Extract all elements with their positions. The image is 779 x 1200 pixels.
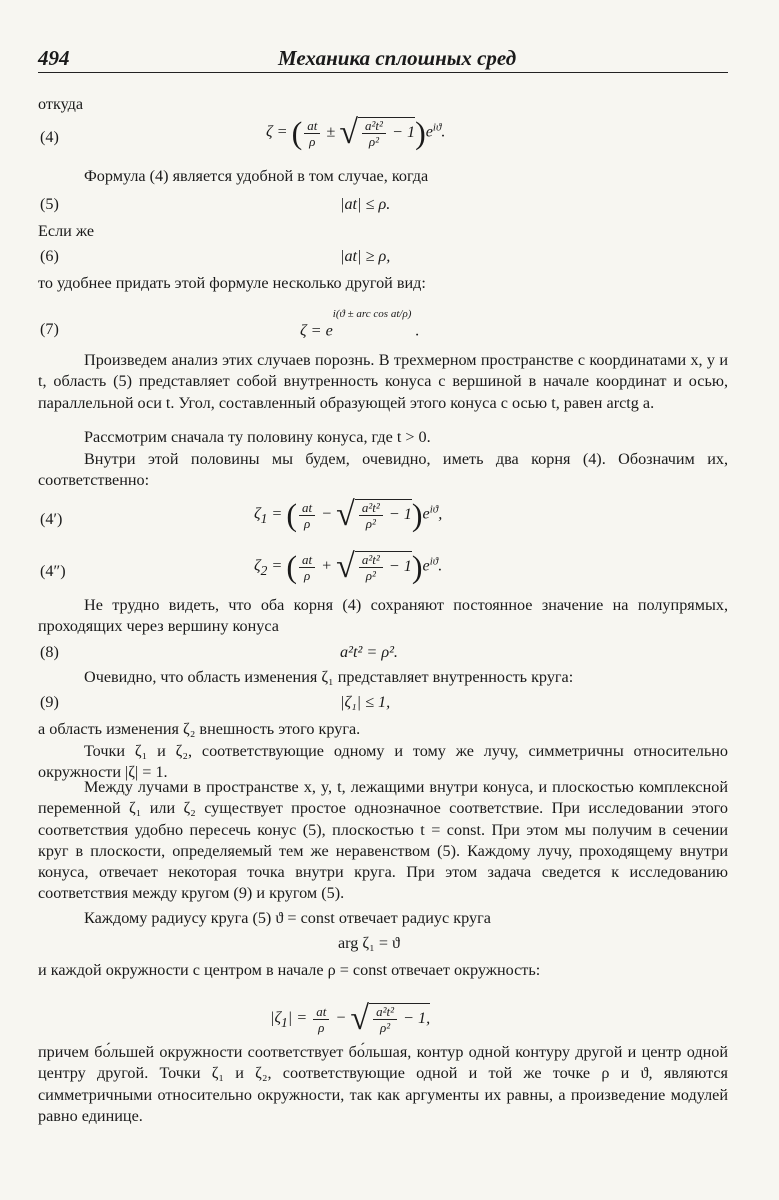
equation-modulus: $|\zeta_1|$ = $\frac{at}{\rho}$ − √ $\frac{\text{a²t²}}{\text{ρ²}}$ − 1, xyxy=(270,1000,431,1037)
equation-7: $\zeta = e^{i(ϑ \pm arc cos at/\rho)}$ . xyxy=(300,308,420,340)
equation-number-7: (7) xyxy=(40,320,59,338)
equation-4b: $\zeta_2$ = ( $\frac{at}{\rho}$ + √ $\frac{\text{a²t²}}{\text{ρ²}}$ − $1)e^{iϑ}$. xyxy=(254,548,443,585)
paragraph-kazhdomu: Каждому радиусу круга (5) ϑ = const отвечает радиус круга xyxy=(84,909,491,927)
page-header xyxy=(38,40,728,73)
paragraph-oblast: а область изменения ζ₂ внешность этого круга. xyxy=(38,720,361,738)
paragraph-analiz: Произведем анализ этих случаев порознь. В трехмерном пространстве с координатами x, y и t, область (5) представляет собой внутренность конуса с вершиной в начале координат и осью, параллельной оси t. Угол, составленный образующей этого конуса с осью t, равен arctg a. xyxy=(38,351,728,412)
equation-5: |at| ≤ ρ. xyxy=(340,195,391,213)
equation-number-4b: (4″) xyxy=(40,562,66,580)
paragraph-prichem: причем бо́льшей окружности соответствует бо́льшая, контур одной контуру другой и центр одной центру другой. Точки ζ₁ и ζ₂, соответствующие одной и той же точке ρ и ϑ, являются симметричными относительно окружности, так как аргументы их равны, а произведение модулей равно единице. xyxy=(38,1043,728,1125)
equation-number-4a: (4′) xyxy=(40,510,63,528)
paragraph-udobnee: то удобнее придать этой формуле несколько другой вид: xyxy=(38,274,426,292)
paragraph-vnutri: Внутри этой половины мы будем, очевидно, иметь два корня (4). Обозначим их, соответственно: xyxy=(38,450,728,490)
word-esli: Если же xyxy=(38,222,95,240)
equation-7-exponent: i(ϑ ± arc cos at/ρ) xyxy=(332,308,412,320)
paragraph-rassmotrim: Рассмотрим сначала ту половину конуса, где t > 0. xyxy=(84,428,431,446)
equation-number-4: (4) xyxy=(40,128,59,146)
paragraph-ochevidno: Очевидно, что область изменения ζ₁ представляет внутренность круга: xyxy=(84,668,574,686)
equation-number-8: (8) xyxy=(40,643,59,661)
paragraph-formula-4: Формула (4) является удобной в том случае, когда xyxy=(84,167,429,185)
equation-4: ζ = ( $\frac{at}{\rho}$ ± √ $\frac{\text{a²t²}}{\text{ρ²}}$ − $1)e^{iϑ}$. xyxy=(266,114,446,151)
running-title: Механика сплошных сред xyxy=(278,46,517,70)
paragraph-mezhdu: Между лучами в пространстве x, y, t, лежащими внутри конуса, и плоскостью комплексной переменной ζ₁ или ζ₂ существует простое однозначное соответствие. При исследовании этого соответствия удобно пересечь конус (5), плоскостью t = const. При этом мы получим в сечении круг в плоскости, определяемый тем же неравенством (5). Каждому лучу, проходящему внутри конуса, отвечает некоторая точка внутри круга. При этом задача сведется к исследованию соответствия между кругом (9) и кругом (5). xyxy=(38,778,728,903)
paragraph-kazhdoi: и каждой окружности с центром в начале ρ = const отвечает окружность: xyxy=(38,961,541,979)
paragraph-tochki: Точки ζ₁ и ζ₂, соответствующие одному и тому же лучу, симметричны относительно окружности |ζ| = 1. xyxy=(38,742,728,782)
equation-9: |ζ₁| ≤ 1, xyxy=(340,693,391,711)
paragraph-netrudno: Не трудно видеть, что оба корня (4) сохраняют постоянное значение на полупрямых, проходящих через вершину конуса xyxy=(38,596,728,636)
equation-arg: arg ζ₁ = ϑ xyxy=(338,934,401,952)
equation-number-9: (9) xyxy=(40,693,59,711)
word-otkuda: откуда xyxy=(38,95,84,113)
equation-6: |at| ≥ ρ, xyxy=(340,247,391,265)
equation-4a: $\zeta_1$ = ( $\frac{at}{\rho}$ − √ $\frac{\text{a²t²}}{\text{ρ²}}$ − $1)e^{iϑ}$, xyxy=(254,496,443,533)
book-page xyxy=(38,40,728,73)
page-number: 494 xyxy=(38,46,70,70)
equation-number-5: (5) xyxy=(40,195,59,213)
equation-number-6: (6) xyxy=(40,247,59,265)
equation-8: a²t² = ρ². xyxy=(340,643,398,661)
